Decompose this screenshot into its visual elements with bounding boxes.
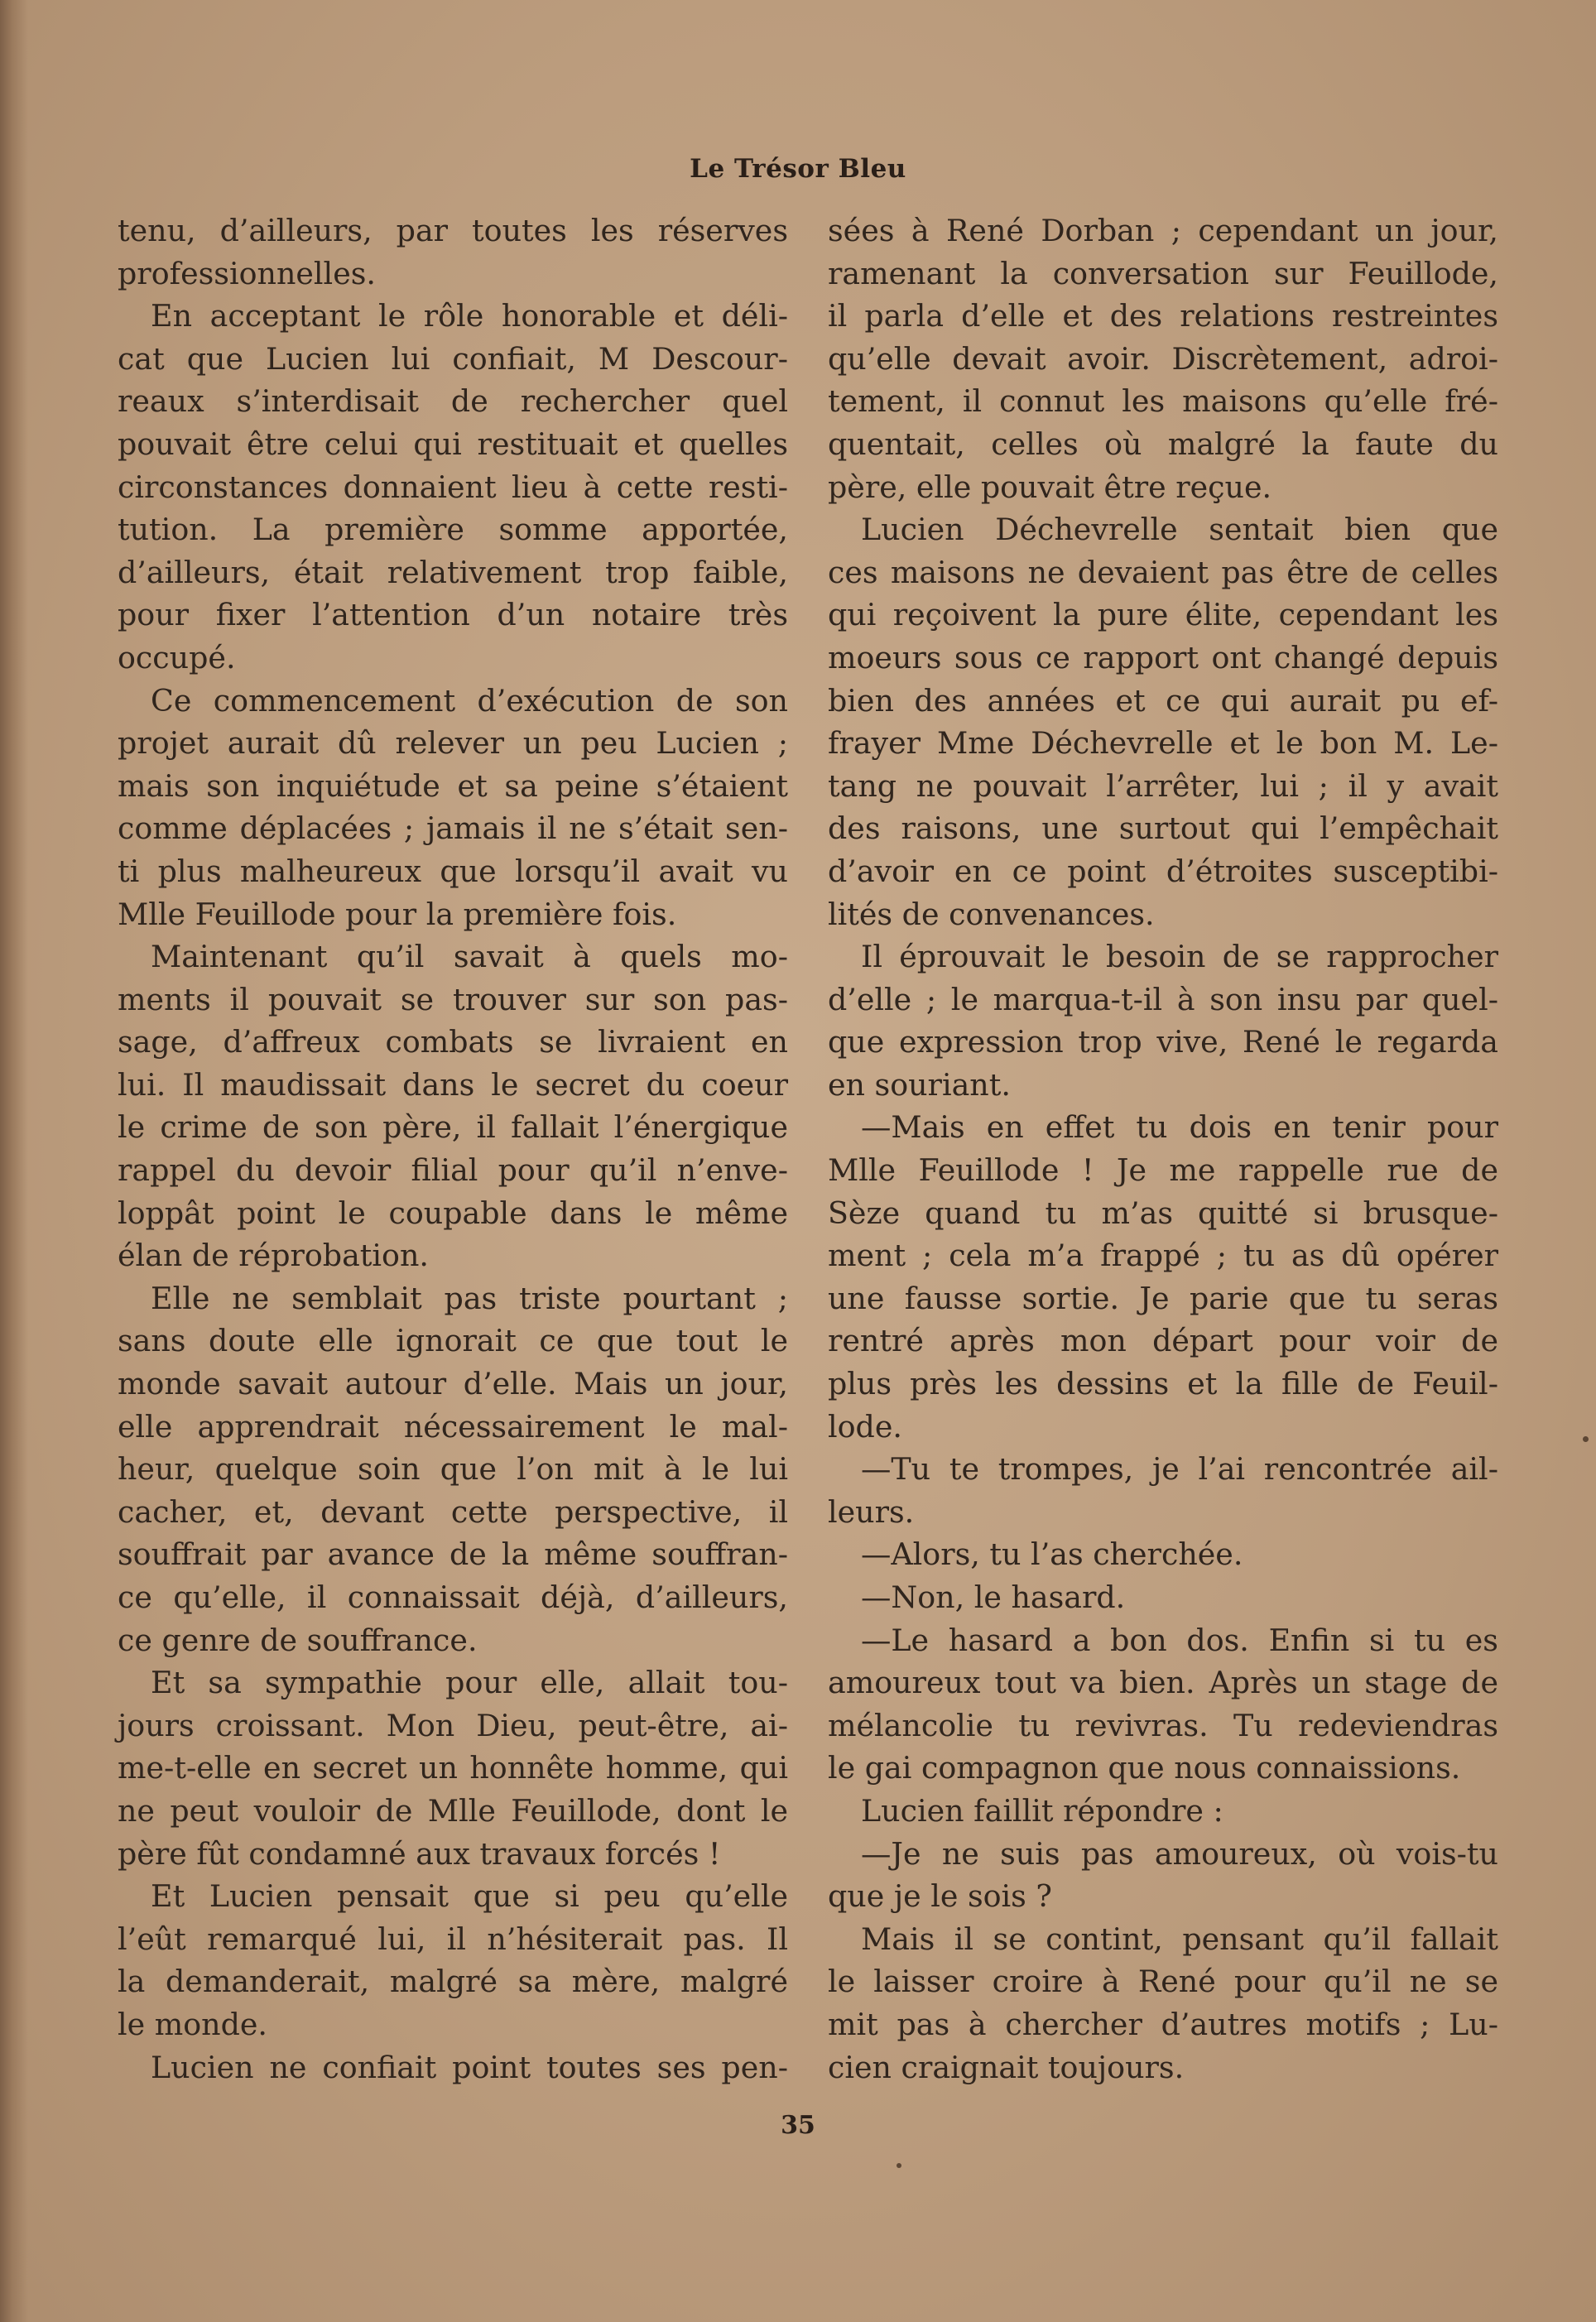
- text-line: le crime de son père, il fallait l’énergique: [118, 1109, 788, 1146]
- text-line: Ce commencement d’exécution de son: [151, 682, 788, 719]
- text-line: une fausse sortie. Je parie que tu seras: [828, 1280, 1498, 1316]
- text-line: loppât point le coupable dans le même: [118, 1195, 788, 1231]
- text-line: quentait, celles où malgré la faute du: [828, 425, 1498, 462]
- text-line: plus près les dessins et la fille de Feuil-: [828, 1366, 1498, 1402]
- text-line: elle apprendrait nécessairement le mal-: [118, 1408, 788, 1445]
- text-line: ment ; cela m’a frappé ; tu as dû opérer: [828, 1238, 1498, 1274]
- text-line: lités de convenances.: [828, 896, 1155, 932]
- text-line: reaux s’interdisait de rechercher quel: [118, 383, 788, 420]
- text-line: Maintenant qu’il savait à quels mo-: [151, 939, 788, 975]
- text-line: comme déplacées ; jamais il ne s’était sen-: [118, 810, 788, 847]
- text-line: qui reçoivent la pure élite, cependant les: [828, 597, 1498, 633]
- text-line: ments il pouvait se trouver sur son pas-: [118, 981, 788, 1017]
- text-line: projet aurait dû relever un peu Lucien ;: [118, 725, 788, 762]
- text-line: Lucien Déchevrelle sentait bien que: [861, 512, 1498, 548]
- text-line: Lucien faillit répondre :: [861, 1792, 1223, 1829]
- binding-shadow: [0, 0, 28, 2322]
- text-line: frayer Mme Déchevrelle et le bon M. Le-: [828, 725, 1498, 762]
- text-line: mit pas à chercher d’autres motifs ; Lu-: [828, 2006, 1498, 2042]
- text-line: la demanderait, malgré sa mère, malgré: [118, 1964, 788, 2000]
- text-line: des raisons, une surtout qui l’empêchait: [828, 810, 1498, 847]
- text-line: ramenant la conversation sur Feuillode,: [828, 255, 1498, 291]
- text-line: qu’elle devait avoir. Discrètement, adroi-: [828, 340, 1498, 377]
- text-line: leurs.: [828, 1493, 915, 1530]
- text-line: circonstances donnaient lieu à cette resti-: [118, 469, 788, 505]
- text-line: —Je ne suis pas amoureux, où vois-tu: [861, 1835, 1498, 1872]
- text-line: —Tu te trompes, je l’ai rencontrée ail-: [861, 1451, 1498, 1488]
- page-number: 35: [781, 2111, 815, 2140]
- text-line: rentré après mon départ pour voir de: [828, 1323, 1498, 1359]
- text-line: tution. La première somme apportée,: [118, 512, 788, 548]
- text-line: sage, d’affreux combats se livraient en: [118, 1024, 788, 1060]
- text-line: ti plus malheureux que lorsqu’il avait vu: [118, 853, 788, 889]
- text-line: lui. Il maudissait dans le secret du coeur: [118, 1066, 788, 1103]
- text-line: me-t-elle en secret un honnête homme, qui: [118, 1750, 788, 1786]
- text-line: ce genre de souffrance.: [118, 1622, 478, 1658]
- text-line: cat que Lucien lui confiait, M Descour-: [118, 340, 788, 377]
- text-line: amoureux tout va bien. Après un stage de: [828, 1665, 1498, 1701]
- text-line: le laisser croire à René pour qu’il ne se: [828, 1964, 1498, 2000]
- text-line: lode.: [828, 1408, 902, 1445]
- text-line: d’elle ; le marqua-t-il à son insu par quel-: [828, 981, 1498, 1017]
- text-line: Et Lucien pensait que si peu qu’elle: [151, 1878, 788, 1915]
- text-line: —Alors, tu l’as cherchée.: [861, 1536, 1243, 1573]
- text-line: Il éprouvait le besoin de se rapprocher: [861, 939, 1498, 975]
- text-line: professionnelles.: [118, 255, 376, 291]
- text-line: monde savait autour d’elle. Mais un jour,: [118, 1366, 788, 1402]
- text-line: Mais il se contint, pensant qu’il fallait: [861, 1921, 1498, 1957]
- text-line: le monde.: [118, 2006, 267, 2042]
- text-line: tement, il connut les maisons qu’elle fré-: [828, 383, 1498, 420]
- text-line: jours croissant. Mon Dieu, peut-être, ai-: [118, 1707, 788, 1743]
- running-title: Le Trésor Bleu: [690, 154, 906, 184]
- text-line: ces maisons ne devaient pas être de celles: [828, 554, 1498, 590]
- text-line: que expression trop vive, René le regarda: [828, 1024, 1498, 1060]
- text-column-right: [828, 209, 1498, 2089]
- text-line: bien des années et ce qui aurait pu ef-: [828, 682, 1498, 719]
- text-line: heur, quelque soin que l’on mit à le lui: [118, 1451, 788, 1488]
- paper-speck: [1583, 1436, 1589, 1442]
- text-line: l’eût remarqué lui, il n’hésiterait pas. Il: [118, 1921, 788, 1957]
- text-line: —Non, le hasard.: [861, 1579, 1126, 1615]
- text-line: tang ne pouvait l’arrêter, lui ; il y avait: [828, 767, 1498, 804]
- text-line: —Mais en effet tu dois en tenir pour: [861, 1109, 1498, 1146]
- text-line: souffrait par avance de la même souffran-: [118, 1536, 788, 1573]
- text-line: tenu, d’ailleurs, par toutes les réserves: [118, 213, 788, 248]
- text-line: Mlle Feuillode ! Je me rappelle rue de: [828, 1152, 1498, 1189]
- text-line: ce qu’elle, il connaissait déjà, d’ailleurs,: [118, 1579, 788, 1615]
- text-line: ne peut vouloir de Mlle Feuillode, dont le: [118, 1792, 788, 1829]
- paper-speck: [897, 2163, 901, 2168]
- text-line: sées à René Dorban ; cependant un jour,: [828, 213, 1498, 248]
- text-line: Et sa sympathie pour elle, allait tou-: [151, 1665, 788, 1701]
- text-column-left: [118, 209, 788, 2089]
- text-line: Lucien ne confiait point toutes ses pen-: [151, 2049, 788, 2085]
- text-line: il parla d’elle et des relations restreintes: [828, 298, 1498, 334]
- text-line: d’avoir en ce point d’étroites susceptibi-: [828, 853, 1498, 889]
- text-line: rappel du devoir filial pour qu’il n’enve-: [118, 1152, 788, 1189]
- text-line: Elle ne semblait pas triste pourtant ;: [151, 1280, 788, 1316]
- text-line: que je le sois ?: [828, 1878, 1052, 1915]
- text-line: sans doute elle ignorait ce que tout le: [118, 1323, 788, 1359]
- text-line: d’ailleurs, était relativement trop faible,: [118, 554, 788, 590]
- text-line: moeurs sous ce rapport ont changé depuis: [828, 639, 1498, 675]
- text-line: occupé.: [118, 639, 236, 675]
- text-line: Mlle Feuillode pour la première fois.: [118, 896, 677, 932]
- text-line: élan de réprobation.: [118, 1238, 429, 1274]
- text-line: père fût condamné aux travaux forcés !: [118, 1835, 721, 1872]
- text-line: mélancolie tu revivras. Tu redeviendras: [828, 1707, 1498, 1743]
- text-line: —Le hasard a bon dos. Enfin si tu es: [861, 1622, 1498, 1658]
- text-line: cien craignait toujours.: [828, 2049, 1185, 2085]
- text-line: père, elle pouvait être reçue.: [828, 469, 1272, 505]
- text-line: Sèze quand tu m’as quitté si brusque-: [828, 1195, 1498, 1231]
- text-line: En acceptant le rôle honorable et déli-: [151, 298, 788, 334]
- text-line: pour fixer l’attention d’un notaire très: [118, 597, 788, 633]
- text-line: cacher, et, devant cette perspective, il: [118, 1493, 788, 1530]
- text-line: le gai compagnon que nous connaissions.: [828, 1750, 1461, 1786]
- text-line: en souriant.: [828, 1066, 1011, 1103]
- text-line: pouvait être celui qui restituait et quelles: [118, 425, 788, 462]
- text-line: mais son inquiétude et sa peine s’étaient: [118, 767, 788, 804]
